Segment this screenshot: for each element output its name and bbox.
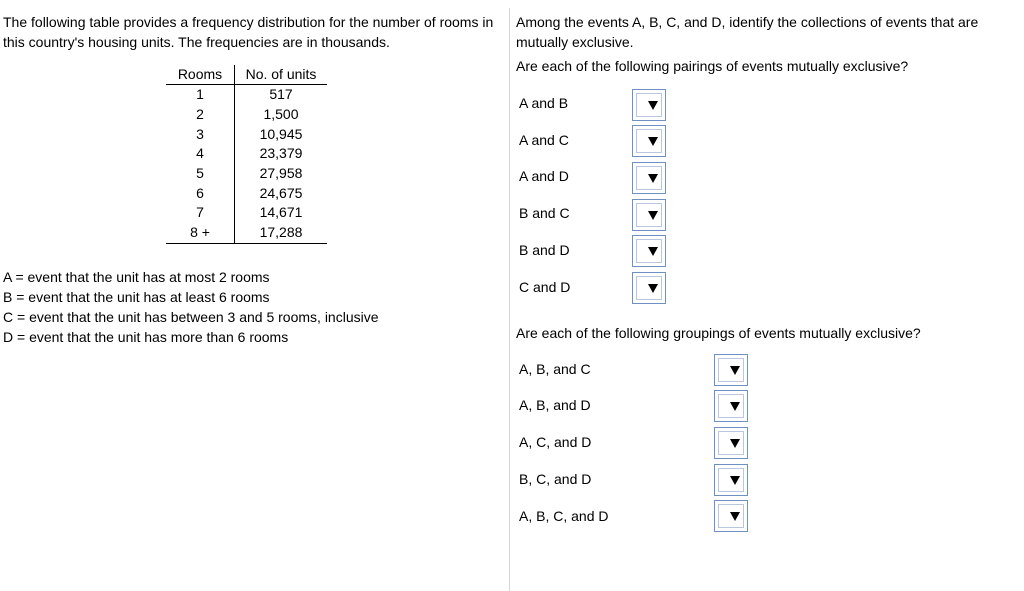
pair-label-a-b: A and B xyxy=(519,95,569,111)
frequency-table xyxy=(166,65,327,244)
chevron-down-icon xyxy=(730,512,740,521)
group-label-b-c-d: B, C, and D xyxy=(519,471,592,487)
rooms-cell: 6 xyxy=(166,183,235,203)
table-row xyxy=(166,183,327,203)
units-cell: 17,288 xyxy=(235,223,328,243)
table-row xyxy=(166,144,327,164)
rooms-cell: 5 xyxy=(166,164,235,184)
definition-c: C = event that the unit has between 3 and 5 rooms, inclusive xyxy=(3,309,379,325)
units-cell: 10,945 xyxy=(259,125,303,142)
question-panel xyxy=(516,12,1021,52)
problem-statement xyxy=(3,12,503,52)
pair-dropdown-a-b[interactable] xyxy=(632,89,666,121)
question-text: Among the events A, B, C, and D, identify the collections of events that are mutually exclusive. xyxy=(516,14,979,50)
pairs-prompt: Are each of the following pairings of events mutually exclusive? xyxy=(516,58,909,74)
table-row xyxy=(166,203,327,223)
group-label-a-b-c: A, B, and C xyxy=(519,361,591,377)
chevron-down-icon xyxy=(730,402,740,411)
group-label-a-c-d: A, C, and D xyxy=(519,434,592,450)
chevron-down-icon xyxy=(648,101,658,110)
definition-a: A = event that the unit has at most 2 rooms xyxy=(3,269,270,285)
rooms-cell: 4 xyxy=(166,144,235,164)
units-cell: 14,671 xyxy=(259,204,303,221)
pair-label-a-c: A and C xyxy=(519,132,569,148)
rooms-cell: 8 + xyxy=(166,223,235,243)
table-row xyxy=(166,164,327,184)
pair-dropdown-b-c[interactable] xyxy=(632,199,666,231)
header-rooms: Rooms xyxy=(166,65,235,85)
chevron-down-icon xyxy=(730,366,740,375)
group-dropdown-a-b-d[interactable] xyxy=(714,390,748,422)
rooms-cell: 3 xyxy=(166,124,235,144)
pair-label-b-c: B and C xyxy=(519,205,570,221)
group-label-a-b-d: A, B, and D xyxy=(519,397,591,413)
group-dropdown-a-b-c-d[interactable] xyxy=(714,500,748,532)
units-cell: 517 xyxy=(269,86,293,103)
chevron-down-icon xyxy=(648,247,658,256)
chevron-down-icon xyxy=(730,476,740,485)
pair-label-a-d: A and D xyxy=(519,168,569,184)
pair-label-b-d: B and D xyxy=(519,242,570,258)
table-row xyxy=(166,85,327,105)
pair-dropdown-c-d[interactable] xyxy=(632,272,666,304)
rooms-cell: 1 xyxy=(166,85,235,105)
event-definitions xyxy=(3,267,379,347)
units-cell: 1,500 xyxy=(263,106,299,123)
header-units: No. of units xyxy=(235,65,328,85)
units-cell: 27,958 xyxy=(259,165,303,182)
chevron-down-icon xyxy=(648,174,658,183)
intro-text: The following table provides a frequency distribution for the number of rooms in this country's housing units. The frequencies are in thousands. xyxy=(3,14,494,50)
pair-label-c-d: C and D xyxy=(519,279,571,295)
pair-dropdown-a-d[interactable] xyxy=(632,162,666,194)
groups-prompt: Are each of the following groupings of events mutually exclusive? xyxy=(516,325,921,341)
definition-b: B = event that the unit has at least 6 rooms xyxy=(3,289,270,305)
units-cell: 23,379 xyxy=(259,145,303,162)
table-row xyxy=(166,223,327,243)
definition-d: D = event that the unit has more than 6 rooms xyxy=(3,329,289,345)
rooms-cell: 7 xyxy=(166,203,235,223)
chevron-down-icon xyxy=(648,137,658,146)
group-dropdown-a-c-d[interactable] xyxy=(714,427,748,459)
chevron-down-icon xyxy=(648,211,658,220)
units-cell: 24,675 xyxy=(259,184,303,201)
table-row xyxy=(166,124,327,144)
chevron-down-icon xyxy=(730,439,740,448)
group-dropdown-b-c-d[interactable] xyxy=(714,464,748,496)
pair-dropdown-b-d[interactable] xyxy=(632,235,666,267)
group-dropdown-a-b-c[interactable] xyxy=(714,354,748,386)
chevron-down-icon xyxy=(648,284,658,293)
rooms-cell: 2 xyxy=(166,105,235,125)
pair-dropdown-a-c[interactable] xyxy=(632,125,666,157)
panel-divider xyxy=(509,8,510,591)
table-row xyxy=(166,105,327,125)
group-label-a-b-c-d: A, B, C, and D xyxy=(519,508,609,524)
